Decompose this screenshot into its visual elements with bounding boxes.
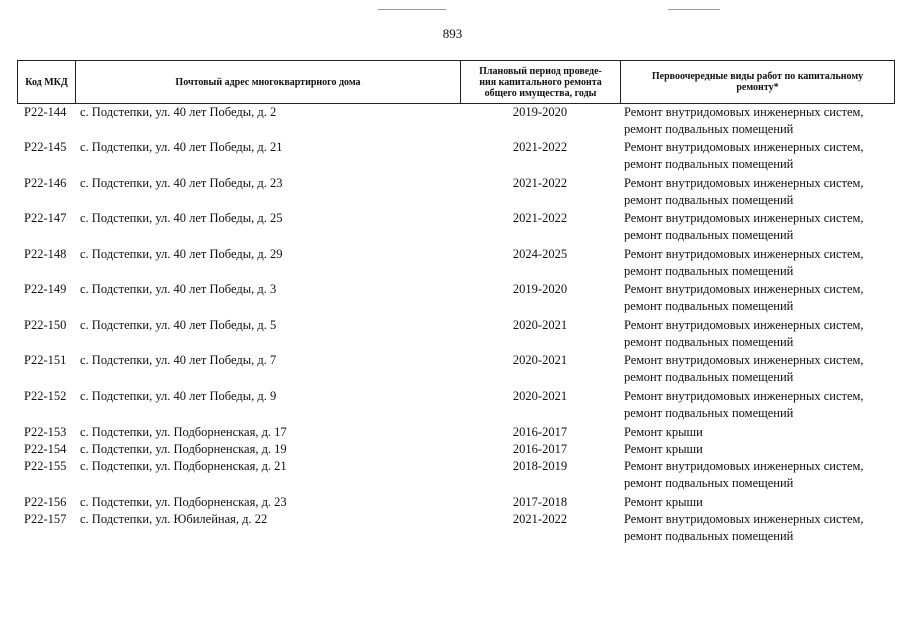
cell-work-line: Ремонт внутридомовых инженерных систем, (624, 282, 864, 296)
cell-work-line: ремонт подвальных помещений (624, 228, 794, 242)
cell-work-line: Ремонт крыши (624, 495, 703, 509)
cell-work-line: ремонт подвальных помещений (624, 406, 794, 420)
cell-period: 2021-2022 (512, 140, 568, 154)
header-period-line: Плановый период проведе- (479, 65, 602, 77)
table-row (17, 388, 895, 422)
cell-period: 2020-2021 (512, 389, 568, 403)
cell-work-line: ремонт подвальных помещений (624, 122, 794, 136)
table-row (17, 441, 895, 458)
cell-period: 2021-2022 (512, 176, 568, 190)
cell-work-line: Ремонт внутридомовых инженерных систем, (624, 176, 864, 190)
cell-code: P22-157 (24, 512, 67, 526)
cell-work (620, 281, 895, 315)
cell-code: P22-155 (24, 459, 67, 473)
cell-work (620, 317, 895, 351)
table-header (17, 60, 895, 104)
cell-address: с. Подстепки, ул. Подборненская, д. 17 (80, 425, 287, 439)
cell-address: с. Подстепки, ул. 40 лет Победы, д. 29 (80, 247, 283, 261)
header-work (620, 61, 895, 103)
cell-work-line: Ремонт крыши (624, 442, 703, 456)
cell-code: P22-146 (24, 176, 67, 190)
cell-work-line: Ремонт внутридомовых инженерных систем, (624, 105, 864, 119)
cell-code: P22-152 (24, 389, 67, 403)
cell-code: P22-154 (24, 442, 67, 456)
cell-work-line: Ремонт внутридомовых инженерных систем, (624, 353, 864, 367)
cell-work-line: ремонт подвальных помещений (624, 193, 794, 207)
cell-work-line: ремонт подвальных помещений (624, 157, 794, 171)
cell-code: P22-144 (24, 105, 67, 119)
scan-artifact-line (378, 9, 446, 10)
cell-work (620, 388, 895, 422)
cell-address: с. Подстепки, ул. 40 лет Победы, д. 21 (80, 140, 283, 154)
cell-code: P22-150 (24, 318, 67, 332)
cell-work-line: ремонт подвальных помещений (624, 370, 794, 384)
cell-work-line: Ремонт внутридомовых инженерных систем, (624, 389, 864, 403)
cell-work-line: Ремонт внутридомовых инженерных систем, (624, 211, 864, 225)
cell-period: 2019-2020 (512, 282, 568, 296)
table-row (17, 281, 895, 315)
header-period-line: ния капитального ремонта (479, 76, 602, 88)
cell-address: с. Подстепки, ул. 40 лет Победы, д. 9 (80, 389, 277, 403)
capital-repair-table (17, 60, 895, 543)
table-row (17, 494, 895, 511)
cell-work-line: Ремонт внутридомовых инженерных систем, (624, 459, 864, 473)
table-row (17, 246, 895, 280)
cell-address: с. Подстепки, ул. 40 лет Победы, д. 3 (80, 282, 277, 296)
cell-code: P22-148 (24, 247, 67, 261)
cell-address: с. Подстепки, ул. 40 лет Победы, д. 7 (80, 353, 277, 367)
cell-code: P22-149 (24, 282, 67, 296)
cell-code: P22-156 (24, 495, 67, 509)
cell-code: P22-153 (24, 425, 67, 439)
cell-work (620, 511, 895, 545)
header-work-line: ремонту* (736, 82, 779, 93)
header-period-line: общего имущества, годы (484, 87, 597, 99)
cell-work-line: Ремонт внутридомовых инженерных систем, (624, 318, 864, 332)
cell-period: 2020-2021 (512, 353, 568, 367)
page-number: 893 (442, 26, 463, 41)
table-row (17, 424, 895, 441)
table-row (17, 458, 895, 492)
cell-work-line: ремонт подвальных помещений (624, 476, 794, 490)
cell-work-line: Ремонт внутридомовых инженерных систем, (624, 247, 864, 261)
table-row (17, 511, 895, 545)
table-row (17, 210, 895, 244)
cell-address: с. Подстепки, ул. 40 лет Победы, д. 25 (80, 211, 283, 225)
cell-period: 2020-2021 (512, 318, 568, 332)
cell-work (620, 352, 895, 386)
cell-work (620, 494, 895, 511)
cell-work-line: Ремонт внутридомовых инженерных систем, (624, 512, 864, 526)
cell-period: 2021-2022 (512, 512, 568, 526)
table-row (17, 317, 895, 351)
cell-code: P22-151 (24, 353, 67, 367)
cell-address: с. Подстепки, ул. Подборненская, д. 19 (80, 442, 287, 456)
cell-period: 2017-2018 (512, 495, 568, 509)
cell-address: с. Подстепки, ул. Юбилейная, д. 22 (80, 512, 268, 526)
cell-address: с. Подстепки, ул. Подборненская, д. 23 (80, 495, 287, 509)
cell-period: 2016-2017 (512, 425, 568, 439)
table-row (17, 139, 895, 173)
cell-work-line: ремонт подвальных помещений (624, 529, 794, 543)
cell-work-line: ремонт подвальных помещений (624, 335, 794, 349)
header-period (460, 61, 620, 103)
cell-address: с. Подстепки, ул. 40 лет Победы, д. 2 (80, 105, 277, 119)
cell-work (620, 441, 895, 458)
header-address: Почтовый адрес многоквартирного дома (75, 61, 460, 103)
cell-work (620, 458, 895, 492)
cell-work (620, 175, 895, 209)
cell-work-line: ремонт подвальных помещений (624, 299, 794, 313)
cell-code: P22-147 (24, 211, 67, 225)
cell-work-line: Ремонт крыши (624, 425, 703, 439)
cell-work-line: ремонт подвальных помещений (624, 264, 794, 278)
table-row (17, 175, 895, 209)
cell-work (620, 246, 895, 280)
header-code: Код МКД (17, 61, 75, 103)
cell-address: с. Подстепки, ул. 40 лет Победы, д. 23 (80, 176, 283, 190)
table-row (17, 104, 895, 138)
cell-work (620, 139, 895, 173)
cell-period: 2016-2017 (512, 442, 568, 456)
cell-period: 2018-2019 (512, 459, 568, 473)
cell-work-line: Ремонт внутридомовых инженерных систем, (624, 140, 864, 154)
cell-period: 2019-2020 (512, 105, 568, 119)
cell-period: 2021-2022 (512, 211, 568, 225)
cell-code: P22-145 (24, 140, 67, 154)
cell-period: 2024-2025 (512, 247, 568, 261)
cell-address: с. Подстепки, ул. Подборненская, д. 21 (80, 459, 287, 473)
table-row (17, 352, 895, 386)
cell-work (620, 104, 895, 138)
cell-address: с. Подстепки, ул. 40 лет Победы, д. 5 (80, 318, 277, 332)
scan-artifact-line (668, 9, 720, 10)
header-work-line: Первоочередные виды работ по капитальному (651, 71, 864, 82)
cell-work (620, 210, 895, 244)
cell-work (620, 424, 895, 441)
